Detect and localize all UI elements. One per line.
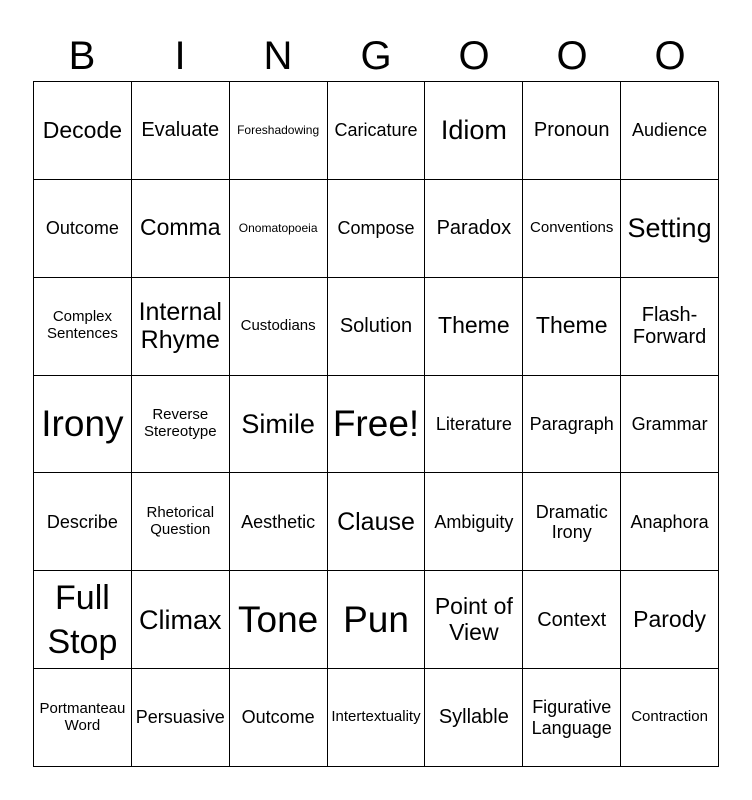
bingo-cell[interactable]: Compose (328, 180, 426, 278)
bingo-cell[interactable]: Clause (328, 473, 426, 571)
header-letter-i: I (174, 34, 186, 78)
bingo-cell[interactable]: Point of View (425, 571, 523, 669)
bingo-cell[interactable]: Paragraph (523, 376, 621, 474)
bingo-cell[interactable]: Idiom (425, 82, 523, 180)
bingo-cell[interactable]: Literature (425, 376, 523, 474)
header-letter-b: B (68, 34, 96, 78)
header-letter-o-1: O (458, 34, 490, 78)
bingo-cell[interactable]: Caricature (328, 82, 426, 180)
bingo-cell[interactable]: Climax (132, 571, 230, 669)
bingo-cell[interactable]: Complex Sentences (34, 278, 132, 376)
header-letter-n: N (263, 34, 293, 78)
bingo-cell[interactable]: Conventions (523, 180, 621, 278)
bingo-cell[interactable]: Outcome (34, 180, 132, 278)
bingo-cell[interactable]: Full Stop (34, 571, 132, 669)
bingo-cell[interactable]: Setting (621, 180, 719, 278)
bingo-cell[interactable]: Internal Rhyme (132, 278, 230, 376)
bingo-cell[interactable]: Simile (230, 376, 328, 474)
bingo-cell[interactable]: Figurative Language (523, 669, 621, 767)
bingo-cell[interactable]: Evaluate (132, 82, 230, 180)
bingo-cell[interactable]: Paradox (425, 180, 523, 278)
bingo-cell[interactable]: Pun (328, 571, 426, 669)
bingo-cell[interactable]: Dramatic Irony (523, 473, 621, 571)
bingo-cell[interactable]: Solution (328, 278, 426, 376)
bingo-cell[interactable]: Comma (132, 180, 230, 278)
free-space-cell[interactable]: Free! (328, 376, 426, 474)
bingo-cell[interactable]: Custodians (230, 278, 328, 376)
bingo-cell[interactable]: Theme (523, 278, 621, 376)
bingo-cell[interactable]: Tone (230, 571, 328, 669)
bingo-cell[interactable]: Decode (34, 82, 132, 180)
header-letter-o-2: O (556, 34, 588, 78)
bingo-header (33, 30, 719, 82)
bingo-cell[interactable]: Ambiguity (425, 473, 523, 571)
bingo-cell[interactable]: Theme (425, 278, 523, 376)
bingo-cell[interactable]: Foreshadowing (230, 82, 328, 180)
bingo-cell[interactable]: Describe (34, 473, 132, 571)
bingo-cell[interactable]: Audience (621, 82, 719, 180)
bingo-cell[interactable]: Persuasive (132, 669, 230, 767)
bingo-cell[interactable]: Syllable (425, 669, 523, 767)
bingo-cell[interactable]: Parody (621, 571, 719, 669)
bingo-cell[interactable]: Onomatopoeia (230, 180, 328, 278)
bingo-cell[interactable]: Rhetorical Question (132, 473, 230, 571)
bingo-cell[interactable]: Irony (34, 376, 132, 474)
bingo-cell[interactable]: Contraction (621, 669, 719, 767)
bingo-cell[interactable]: Aesthetic (230, 473, 328, 571)
bingo-cell[interactable]: Flash-Forward (621, 278, 719, 376)
bingo-cell[interactable]: Reverse Stereotype (132, 376, 230, 474)
bingo-board (33, 81, 719, 767)
bingo-cell[interactable]: Outcome (230, 669, 328, 767)
bingo-cell[interactable]: Grammar (621, 376, 719, 474)
header-letter-o-3: O (654, 34, 686, 78)
bingo-cell[interactable]: Context (523, 571, 621, 669)
bingo-cell[interactable]: Pronoun (523, 82, 621, 180)
bingo-cell[interactable]: Portmanteau Word (34, 669, 132, 767)
header-letter-g: G (360, 34, 392, 78)
bingo-cell[interactable]: Anaphora (621, 473, 719, 571)
bingo-cell[interactable]: Intertextuality (328, 669, 426, 767)
